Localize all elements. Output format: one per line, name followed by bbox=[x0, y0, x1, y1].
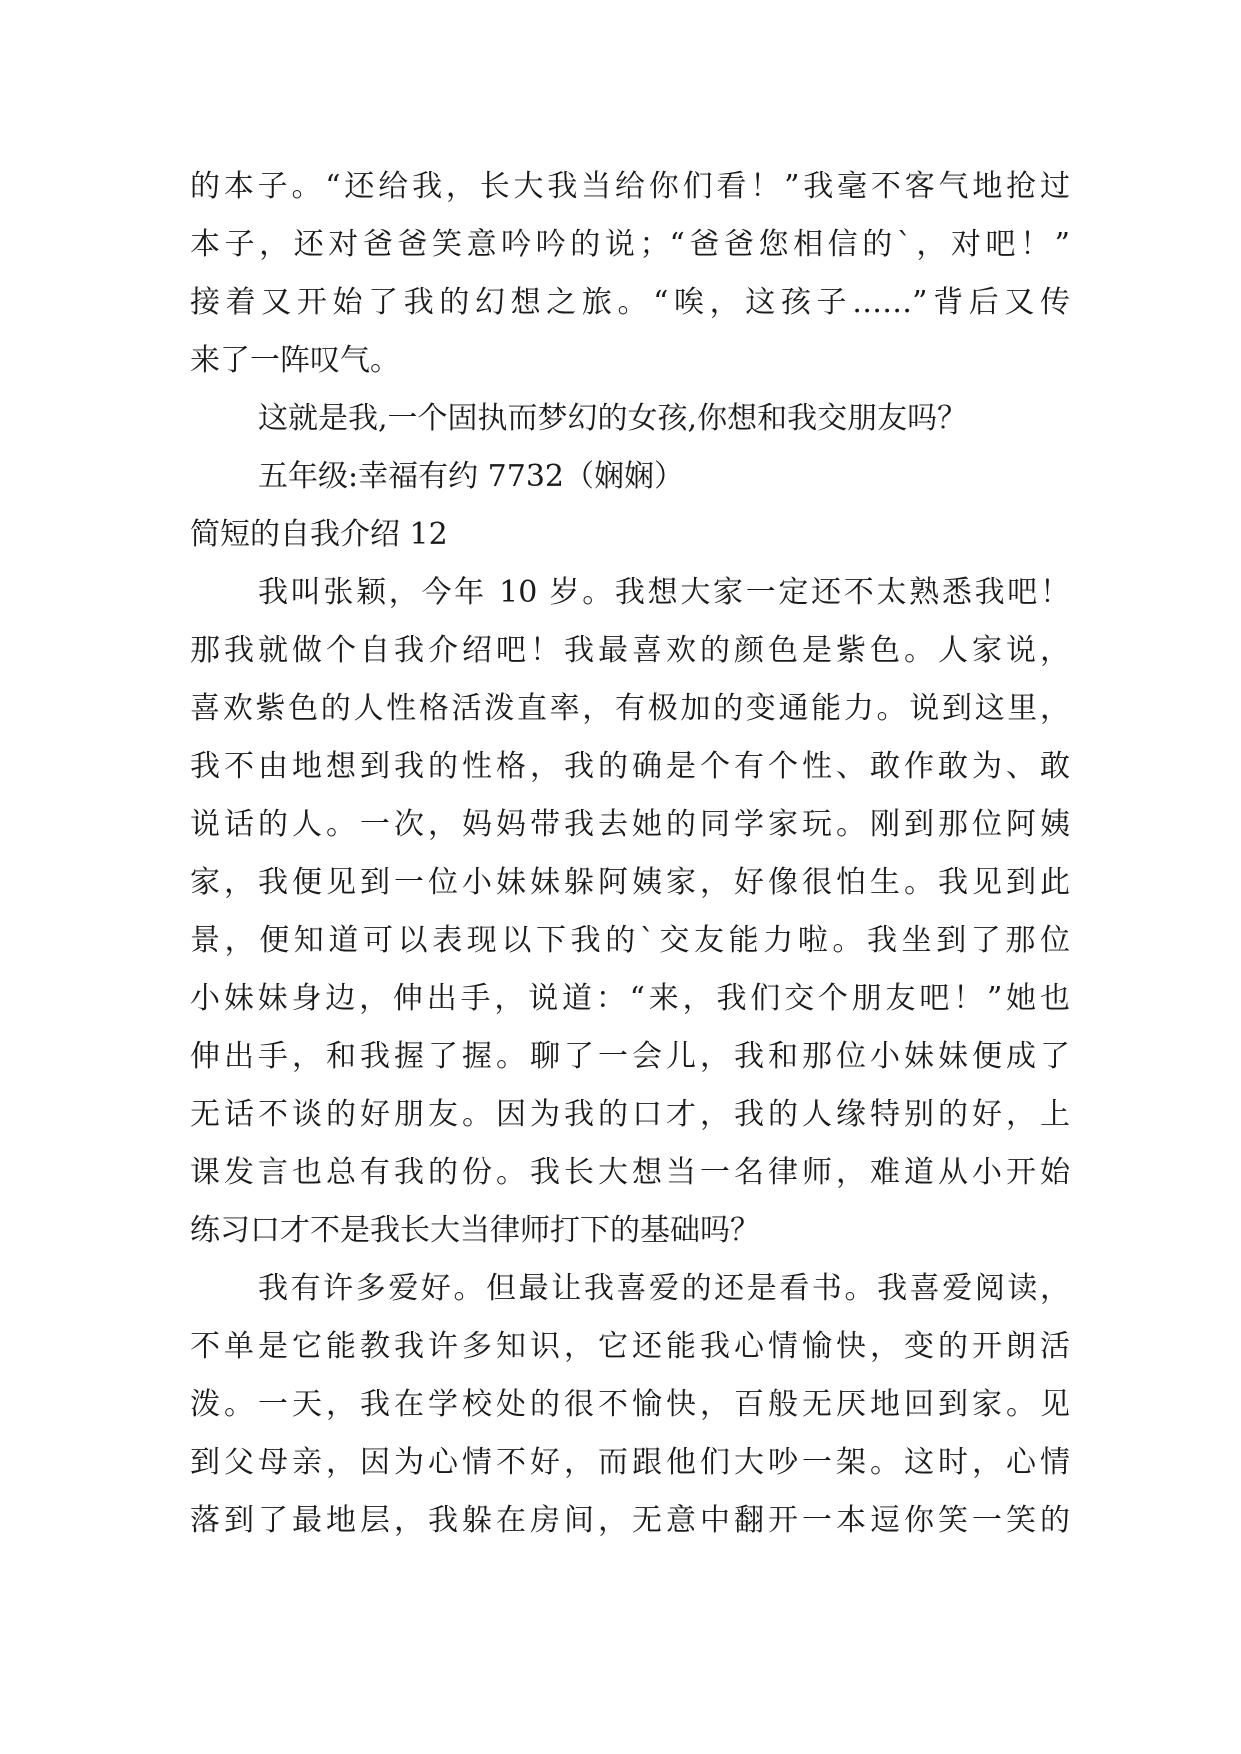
document-body bbox=[190, 158, 1070, 1550]
text-line: 泼。一天，我在学校处的很不愉快，百般无厌地回到家。见 bbox=[190, 1387, 1070, 1422]
text-line: 本子，还对爸爸笑意吟吟的说；“爸爸您相信的`，对吧！” bbox=[190, 227, 1070, 262]
text-line: 接着又开始了我的幻想之旅。“唉，这孩子……”背后又传 bbox=[190, 285, 1070, 320]
text-line: 伸出手，和我握了握。聊了一会儿，我和那位小妹妹便成了 bbox=[190, 1039, 1070, 1074]
text-line: 小妹妹身边，伸出手，说道：“来，我们交个朋友吧！”她也 bbox=[190, 981, 1070, 1016]
text-line: 无话不谈的好朋友。因为我的口才，我的人缘特别的好，上 bbox=[190, 1097, 1070, 1132]
text-line: 练习口才不是我长大当律师打下的基础吗？ bbox=[190, 1213, 760, 1248]
text-line: 说话的人。一次，妈妈带我去她的同学家玩。刚到那位阿姨 bbox=[190, 807, 1070, 842]
text-line: 这就是我,一个固执而梦幻的女孩,你想和我交朋友吗？ bbox=[258, 401, 968, 436]
text-line: 喜欢紫色的人性格活泼直率，有极加的变通能力。说到这里， bbox=[190, 691, 1070, 726]
section-heading: 简短的自我介绍 12 bbox=[190, 517, 448, 552]
text-line: 落到了最地层，我躲在房间，无意中翻开一本逗你笑一笑的 bbox=[190, 1503, 1070, 1538]
text-line: 家，我便见到一位小妹妹躲阿姨家，好像很怕生。我见到此 bbox=[190, 865, 1070, 900]
text-line: 我有许多爱好。但最让我喜爱的还是看书。我喜爱阅读， bbox=[258, 1271, 1070, 1306]
text-line: 课发言也总有我的份。我长大想当一名律师，难道从小开始 bbox=[190, 1155, 1070, 1190]
text-line: 来了一阵叹气。 bbox=[190, 343, 400, 378]
text-line: 不单是它能教我许多知识，它还能我心情愉快，变的开朗活 bbox=[190, 1329, 1070, 1364]
text-line: 我不由地想到我的性格，我的确是个有个性、敢作敢为、敢 bbox=[190, 749, 1070, 784]
text-line: 到父母亲，因为心情不好，而跟他们大吵一架。这时，心情 bbox=[190, 1445, 1070, 1480]
text-line: 五年级:幸福有约 7732（娴娴） bbox=[258, 459, 684, 494]
text-line: 景，便知道可以表现以下我的`交友能力啦。我坐到了那位 bbox=[190, 923, 1070, 958]
text-line: 的本子。“还给我，长大我当给你们看！”我毫不客气地抢过 bbox=[190, 169, 1070, 204]
text-line: 我叫张颖，今年 10 岁。我想大家一定还不太熟悉我吧！ bbox=[258, 575, 1070, 610]
text-line: 那我就做个自我介绍吧！我最喜欢的颜色是紫色。人家说， bbox=[190, 633, 1070, 668]
